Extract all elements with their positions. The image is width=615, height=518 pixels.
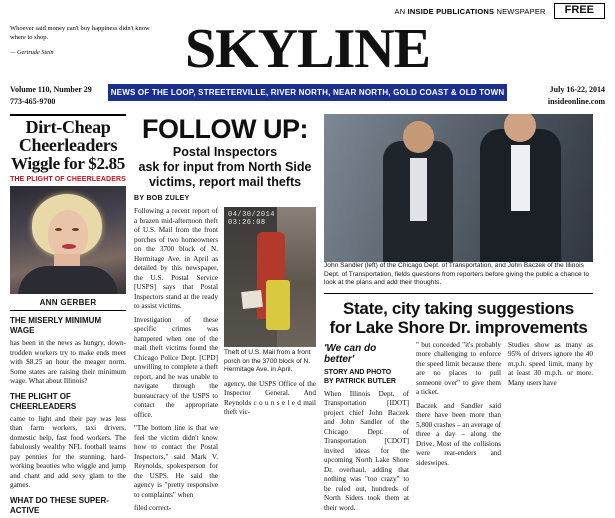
photo-shirt-2 — [511, 145, 530, 212]
columnist-name: ANN GERBER — [10, 294, 126, 311]
middle-byline: BY BOB ZULEY — [134, 195, 190, 203]
right-credit-line1: STORY AND PHOTO — [324, 368, 392, 376]
left-subhead: THE PLIGHT OF CHEERLEADERS — [10, 176, 126, 184]
photo-official-sandler — [383, 141, 453, 262]
photo-head-2 — [504, 114, 536, 142]
followup-kicker: FOLLOW UP: — [142, 114, 308, 144]
right-headline-line2: for Lake Shore Dr. improvements — [329, 317, 588, 337]
right-text-col-2 — [416, 341, 501, 518]
middle-headline — [134, 145, 316, 189]
middle-photo-col — [224, 207, 316, 518]
quote-text: Whoever said money can't buy happiness didn't know where to shop. — [10, 25, 150, 41]
photo-mail-bag — [266, 280, 290, 330]
left-headline — [10, 118, 126, 172]
middle-paragraph-3: "The bottom line is that we feel the victim didn't know how to contact the Postal Inspectors," said Mark V. Reynolds, spokesperson for the USPS. He said the agency is "pretty responsive to complaints" when — [134, 424, 218, 499]
date-info — [513, 84, 605, 107]
masthead — [10, 19, 605, 83]
middle-paragraph-1: Following a recent report of a brazen mid-afternoon theft of U.S. Mail from the front porches of two homeowners on the 3700 block of N. Hermitage Ave. in April as detailed by this newspaper, the U.S. Postal Service [USPS] says that Postal Inspectors stand at the ready to assist victims. — [134, 207, 218, 311]
photo-head-1 — [403, 121, 434, 153]
right-paragraph-2: " but conceded "it's probably more challenging to enforce the speed limit because there are no places to pull someone over" to give them a ticket. — [416, 340, 501, 397]
mail-photo-caption: Theft of U.S. Mail from a front porch on the 3700 block of N. Hermitage Ave. in April. — [224, 349, 311, 374]
middle-headline-line1: Postal Inspectors — [172, 145, 278, 159]
left-section-head-3: WHAT DO THESE SUPER-ACTIVE — [10, 495, 109, 515]
right-credit-line2: BY PATRICK BUTLER — [324, 377, 396, 385]
publisher-suffix: NEWSPAPER — [494, 6, 546, 16]
right-headline — [324, 299, 593, 337]
phone-number: 773-465-9700 — [10, 96, 56, 106]
issue-date: July 16-22, 2014 — [549, 85, 605, 94]
right-paragraph-4: Studies show as many as 95% of drivers ignore the 40 m.p.h. speed limit, many by at least 30 m.p.h. or more. Many users have — [508, 340, 593, 387]
volume-number: Volume 110, Number 29 — [10, 85, 92, 94]
column-left — [10, 114, 126, 515]
middle-paragraph-2: Investigation of these specific crimes was hampered when one of the mail theft victims found the Chicago Police Dept. [CPD] unwilling to complete a theft report, and he was unable to navigate through the bureaucracy of the USPS to contact the appropriate office. — [134, 315, 218, 419]
middle-paragraph-5: agency, the USPS Office of the Inspector General. And Reynolds c o u n s e l e d mail theft vic- — [224, 379, 316, 417]
columnist-photo — [10, 186, 126, 294]
left-section-head-2: THE PLIGHT OF CHEERLEADERS — [10, 391, 77, 411]
right-text-col-1 — [324, 341, 409, 518]
photo-shirt-1 — [410, 158, 427, 221]
quote-attribution: — Gertrude Stein — [10, 48, 54, 56]
masthead-quote — [10, 25, 160, 57]
mail-theft-photo — [224, 207, 316, 347]
right-paragraph-1: When Illinois Dept. of Transportation [IDOT] project chief John Baczek and John Sandler of the Chicago Dept. of Transportation [CDOT] invited ideas for the upcoming North Lake Shore Dr. overhaul, adding that nothing was "too crazy" to be ruled out, hundreds of North Siders took them at their word. — [324, 389, 409, 512]
left-headline-line2: Cheerleaders — [18, 135, 118, 156]
free-badge: FREE — [554, 3, 605, 19]
middle-paragraph-4: filed correct- — [134, 504, 172, 513]
right-headline-line1: State, city taking suggestions — [343, 298, 574, 318]
right-text-col-3 — [508, 341, 593, 518]
publisher-line — [395, 7, 546, 16]
top-bar — [10, 0, 605, 19]
left-section-text-1: has been in the news as hungry, down-trodden workers try to make ends meet with $8.25 an hour the meager norm. Some states are raising their minimum wage. What about Illinois? — [10, 339, 126, 386]
publisher-name: INSIDE PUBLICATIONS — [407, 6, 495, 16]
middle-body-wrap — [134, 207, 316, 518]
right-body-wrap — [324, 341, 593, 518]
left-headline-line1: Dirt-Cheap — [25, 117, 111, 137]
photo-timestamp: 04/30/2014 03:26:08 — [228, 211, 276, 228]
photo-official-baczek — [480, 129, 561, 262]
left-headline-line3: Wiggle for $2.85 — [10, 153, 126, 173]
left-section-head-1: THE MISERLY MINIMUM WAGE — [10, 316, 102, 336]
column-middle — [134, 114, 316, 513]
website-url[interactable]: insideonline.com — [547, 96, 605, 106]
main-content — [10, 114, 605, 515]
photo-shoulders — [18, 266, 118, 294]
photo-mail-pile — [242, 290, 264, 309]
middle-headline-line3: victims, report mail thefts — [148, 174, 302, 189]
divider — [10, 114, 126, 116]
middle-text-col-1 — [134, 207, 218, 518]
divider-right — [324, 293, 593, 294]
photo-face — [48, 210, 88, 258]
officials-photo-caption: John Sandler (left) of the Chicago Dept. of Transportation, and John Baczek of the Illinois Dept. of Transportation, fields questions from reporters before giving the public a chance to look at the plans and add their thoughts. — [324, 262, 589, 287]
right-credit — [324, 368, 409, 386]
volume-info — [10, 84, 102, 107]
coverage-banner: NEWS OF THE LOOP, STREETERVILLE, RIVER NORTH, NEAR NORTH, GOLD COAST & OLD TOWN — [108, 84, 507, 101]
right-paragraph-3: Baczek and Sandler said there have been more than 5,800 crashes – an average of three a day – along the Drive. Most of the collisions were rear-enders and sideswipes. — [416, 401, 502, 467]
officials-photo — [324, 114, 593, 262]
publisher-prefix: AN — [394, 6, 408, 16]
info-strip — [10, 83, 605, 114]
middle-headline-line2: ask for input from North Side — [138, 159, 312, 174]
right-subdeck: 'We can do better' — [324, 342, 377, 365]
column-right — [324, 114, 593, 512]
left-section-text-2: came to light and their pay was less than farm workers, taxi drivers, domestic help, fast food workers. The fabulously wealthy NFL football teams pay pennies for the stunning, hard-working beauties who wiggle and jump and chant and add sexy glam to the games. — [10, 414, 126, 490]
page-title: SKYLINE — [184, 18, 431, 80]
